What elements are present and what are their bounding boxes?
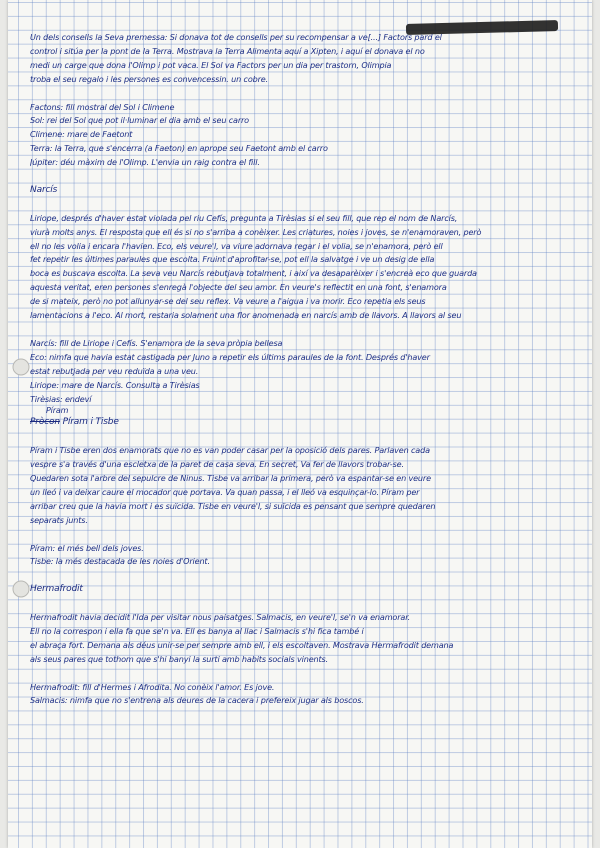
character-line: Hermafrodit: fill d'Hermes i Afrodita. No conèix l'amor. Es jove. [30,681,275,692]
text-line: el abraça fort. Demana als déus unir-se per sempre amb ell, i els escoltaven. Mostrava Hermafrodit demana [30,639,454,650]
text-line: troba el seu regalo i les persones es convencessin. un cobre. [30,73,269,84]
notebook-page [8,0,592,848]
character-line: Eco: nimfa que havia estat castigada per Juno a repetir els últims paraules de la font. Després d'haver [30,351,430,362]
character-line: Píram: el més bell dels joves. [30,542,144,553]
text-line: medi un carge que dona l'Olimp i pot vaca. El Sol va Factors per un dia per trastorn, Olimpia [30,59,392,70]
narcis-characters [30,337,572,407]
piram-characters [30,542,572,570]
character-line: Sol: rei del Sol que pot il·luminar el dia amb el seu carro [30,115,249,126]
text-line: Un dels consells la Seva premessa: Si donava tot de consells per su recompensar a ve[...] Factors pard el [30,32,442,42]
character-line: Terra: la Terra, que s'encerra (a Faeton) en aprope seu Faetont amb el carro [30,143,328,154]
text-line: de si mateix, però no pot allunyar-se del seu reflex. Va veure a l'aigua i va morir. Eco repetia els seus [30,296,426,307]
text-line: separats junts. [30,514,88,525]
faeton-characters [30,101,572,171]
text-line: Píram i Tisbe eren dos enamorats que no es van poder casar per la oposició dels pares. Parlaven cada [30,445,430,456]
hermafrodit-paragraph [30,611,572,667]
character-line: Climene: mare de Faetont [30,129,133,140]
text-line: control i sitúa per la pont de la Terra. Mostrava la Terra Alimenta aquí a Xipten, i aquí el donava el no [30,45,425,56]
narcis-paragraph [30,212,572,323]
text-line: viurà molts anys. El resposta que ell és si no s'arriba a conèixer. Les criatures, noies i joves, se n'enamoraven, però [30,226,482,237]
inserted-word-piram: Píram [46,406,69,416]
section-heading-narcis: Narcís [30,184,58,195]
character-line: Factons: fill mostral del Sol i Climene [30,101,175,112]
struck-word: Pròcon [30,417,60,428]
text-line: Liriope, després d'haver estat violada pel riu Cefís, pregunta a Tirèsias si el seu fill, que rep el nom de Narcís, [30,212,458,223]
character-line: Júpiter: déu màxim de l'Olimp. L'envia un raig contra el fill. [30,157,260,168]
faeton-paragraph [30,31,572,87]
punch-hole-icon [10,578,32,600]
text-line: Ell no la correspon i ella fa que se'n va. Ell es banya al llac i Salmacis s'hi fica també i [30,625,364,636]
piram-paragraph [30,444,572,527]
hermafrodit-characters [30,681,572,709]
character-line: Tirèsias: endeví [30,393,92,404]
text-line: Quedaren sota l'arbre del sepulcre de Ninus. Tisbe va arribar la primera, però va espantar-se en veure [30,473,431,484]
section-heading-piram [30,416,572,430]
section-heading-hermafrodit: Hermafrodit [30,584,83,595]
heading-text: Píram i Tisbe [62,417,119,428]
text-line: un lleó i va deixar caure el mocador que portava. Va quan passa, i el lleó va esquinçar-lo. Píram per [30,486,420,497]
character-line: Tisbe: la més destacada de les noies d'Orient. [30,556,210,567]
handwritten-notes [30,31,572,708]
character-line: estat rebutjada per veu reduïda a una veu. [30,365,199,376]
text-line: arribar creu que la havia mort i es suïcida. Tisbe en veure'l, si suïcida es pensant que sempre quedaren [30,500,436,511]
character-line: Salmacis: nimfa que no s'entrena als deures de la cacera i prefereix jugar als boscos. [30,695,364,706]
punch-hole-icon [10,356,32,378]
character-line: Liriope: mare de Narcís. Consulta a Tirèsias [30,379,200,390]
text-line: ell no les volia i encara l'havien. Eco, els veure'l, va viure adornava regar i el volia, se n'enamora, però ell [30,240,443,251]
text-line: lamentacions a l'eco. Al mort, restaria solament una flor anomenada en narcís amb de llavors. A llavors al seu [30,310,462,321]
character-line: Narcís: fill de Liriope i Cefís. S'enamora de la seva pròpia bellesa [30,337,283,348]
text-line: Hermafrodit havia decidit l'Ida per visitar nous paisatges. Salmacis, en veure'l, se'n va enamorar. [30,612,411,623]
text-line: als seus pares que tothom que s'hi banyi la surti amb habits socials vinents. [30,653,329,664]
text-line: aquesta veritat, eren persones s'enregà l'objecte del seu amor. En veure's reflectit en una font, s'enamora [30,282,447,293]
text-line: boca es buscava escolta. La seva veu Narcís rebutjava totalment, i així va desaparèixer i s'encreà eco que guarda [30,268,477,279]
text-line: vespre s'a través d'una escletxa de la paret de casa seva. En secret, Va fer de llavors trobar-se. [30,459,404,470]
text-line: fet repetir les últimes paraules que escolta. Fruint d'aprofitar-se, pot ell la salvatge i ve un desig de ella [30,254,435,265]
